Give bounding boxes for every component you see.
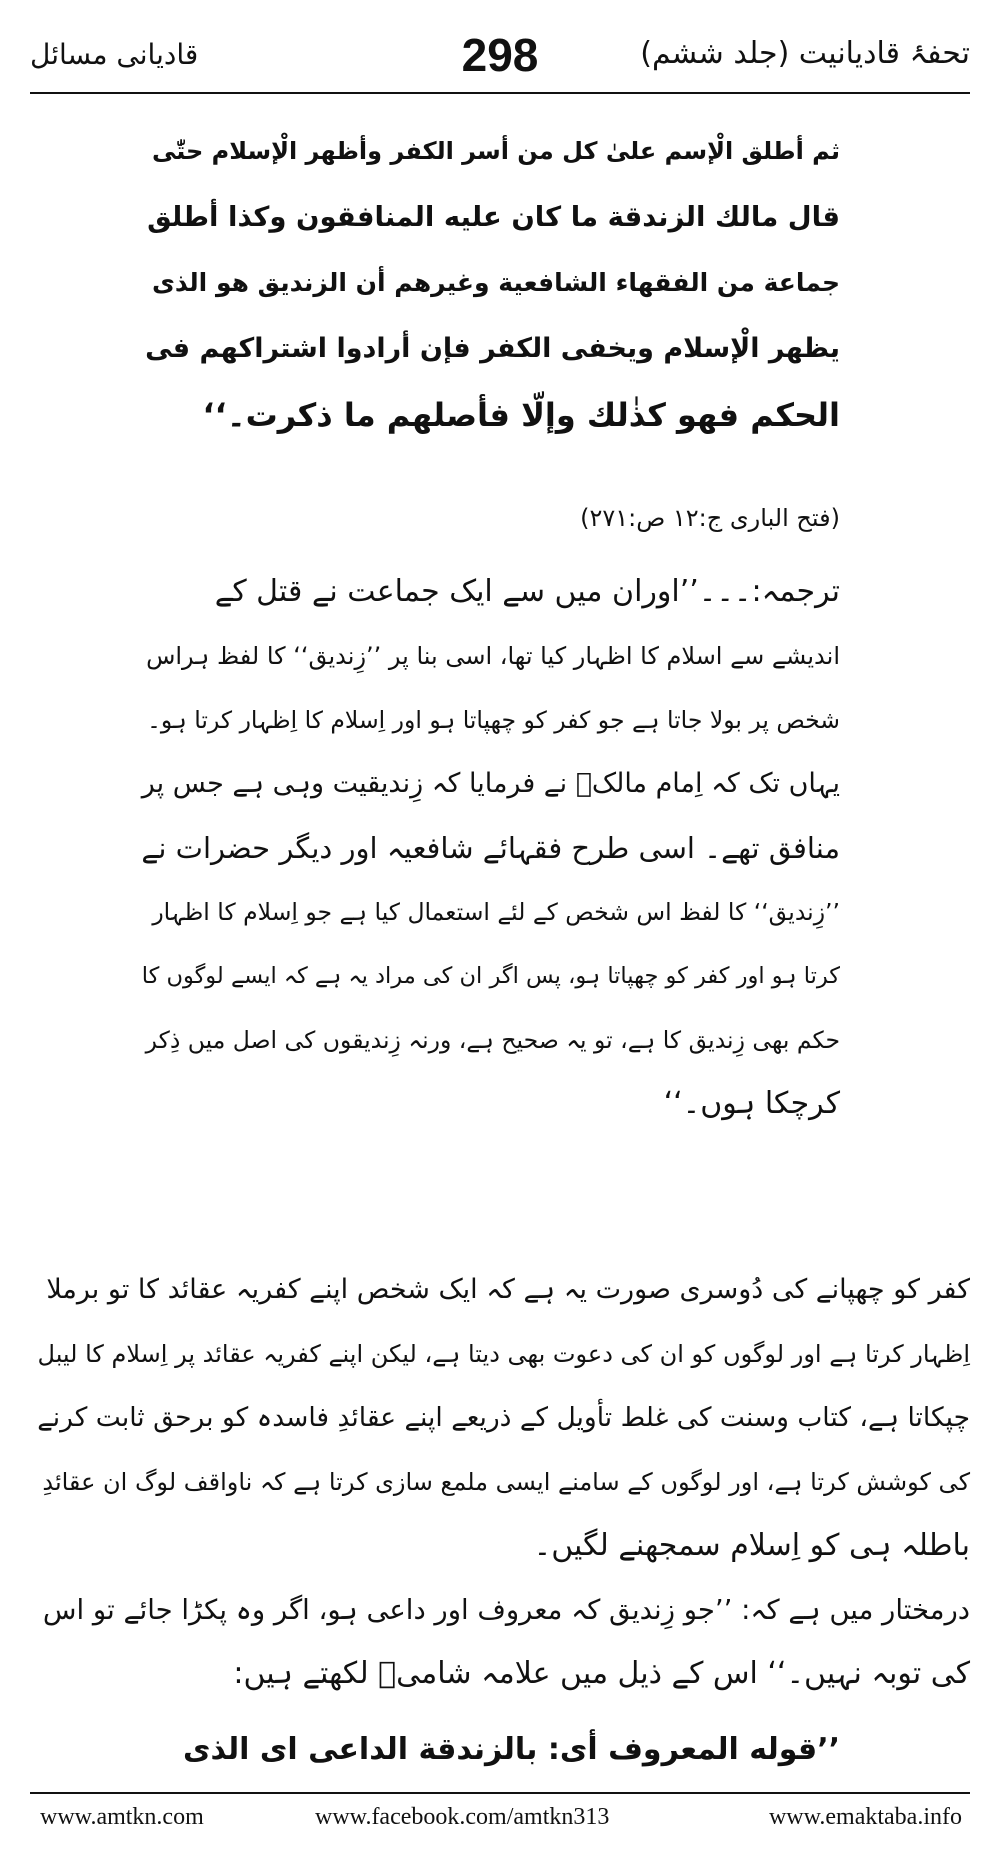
reference-text: (فتح الباری ج:۱۲ ص:۲۷۱) — [580, 504, 840, 532]
footer-link-emaktaba[interactable]: www.emaktaba.info — [768, 1804, 962, 1830]
footer-link-amtkn[interactable]: www.amtkn.com — [40, 1804, 204, 1830]
translation-line: شخص پر بولا جاتا ہے جو کفر کو چھپاتا ہو اور اِسلام کا اِظہار کرتا ہو۔ — [147, 706, 840, 734]
translation-line: حکم بھی زِندیق کا ہے، تو یہ صحیح ہے، ورنہ زِندیقوں کی اصل میں ذِکر — [145, 1026, 840, 1054]
footer-link-facebook[interactable]: www.facebook.com/amtkn313 — [315, 1804, 610, 1830]
header-rule — [30, 92, 970, 94]
translation-line: ترجمہ:۔۔۔’’اوران میں سے ایک جماعت نے قتل کے — [214, 574, 840, 609]
paragraph-line: کی کوشش کرتا ہے، اور لوگوں کے سامنے ایسی ملمع سازی کرتا ہے کہ ناواقف لوگ ان عقائدِ — [42, 1468, 970, 1496]
arabic-quote-line: ثم أطلق الْإسم علىٰ كل من أسر الكفر وأظهر الْإسلام حتّٰى — [151, 137, 840, 165]
paragraph-line: چپکاتا ہے، کتاب وسنت کی غلط تأویل کے ذریعے اپنے عقائدِ فاسدہ کو برحق ثابت کرنے — [37, 1402, 970, 1433]
body-paragraph — [30, 1258, 970, 1578]
translation-line: منافق تھے۔ اسی طرح فقہائے شافعیہ اور دیگر حضرات نے — [141, 831, 840, 865]
paragraph-line: باطلہ ہی کو اِسلام سمجھنے لگیں۔ — [533, 1528, 970, 1563]
translation-line: اندیشے سے اسلام کا اظہار کیا تھا، اسی بنا پر ’’زِندیق‘‘ کا لفظ ہراس — [146, 642, 840, 670]
translation-line: ’’زِندیق‘‘ کا لفظ اس شخص کے لئے استعمال کیا ہے جو اِسلام کا اظہار — [152, 898, 840, 926]
arabic-quote — [140, 118, 840, 448]
translation-line: کرچکا ہوں۔‘‘ — [663, 1086, 840, 1121]
quote-reference — [140, 498, 840, 538]
page-footer — [30, 1800, 970, 1840]
section-title: قادیانی مسائل — [30, 38, 199, 71]
arabic-quote-line: جماعة من الفقهاء الشافعية وغيرهم أن الزنديق هو الذى — [151, 268, 840, 297]
arabic-quote-line: الحكم فهو كذٰلك وإلّا فأصلهم ما ذكرت۔‘‘ — [202, 396, 840, 434]
translation-line: یہاں تک کہ اِمام مالکؒ نے فرمایا کہ زِندیقیت وہی ہے جس پر — [141, 768, 840, 799]
body-paragraph — [30, 1578, 970, 1706]
book-title: تحفۂ قادیانیت (جلد ششم) — [640, 36, 970, 71]
paragraph-line: کفر کو چھپانے کی دُوسری صورت یہ ہے کہ ایک شخص اپنے کفریہ عقائد کا تو برملا — [46, 1274, 970, 1305]
arabic-quote-line: قال مالك الزندقة ما كان عليه المنافقون وكذا أطلق — [147, 201, 840, 233]
arabic-quote-continued — [140, 1722, 840, 1778]
arabic-quote-line: ’’قوله المعروف أى: بالزندقة الداعى اى الذى — [183, 1732, 840, 1767]
footer-rule — [30, 1792, 970, 1794]
paragraph-line: اِظہار کرتا ہے اور لوگوں کو ان کی دعوت بھی دیتا ہے، لیکن اپنے کفریہ عقائد پر اِسلام کا لیبل — [37, 1340, 970, 1368]
arabic-quote-line: يظهر الْإسلام ويخفى الكفر فإن أرادوا اشتراكهم فى — [145, 333, 840, 364]
translation — [140, 560, 840, 1136]
page-number: 298 — [461, 29, 539, 81]
paragraph-line: کی توبہ نہیں۔‘‘ اس کے ذیل میں علامہ شامیؒ لکھتے ہیں: — [233, 1656, 970, 1691]
translation-line: کرتا ہو اور کفر کو چھپاتا ہو، پس اگر ان کی مراد یہ ہے کہ ایسے لوگوں کا — [141, 963, 840, 989]
page-header — [30, 28, 970, 88]
paragraph-line: درمختار میں ہے کہ: ’’جو زِندیق کہ معروف اور داعی ہو، اگر وہ پکڑا جائے تو اس — [42, 1594, 970, 1626]
